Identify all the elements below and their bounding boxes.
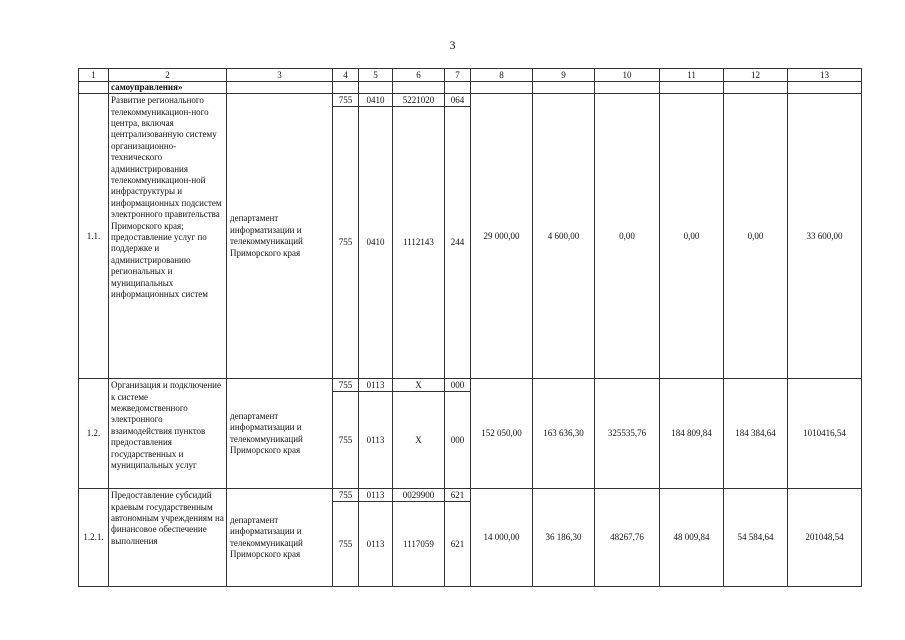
code-cell: 621 bbox=[445, 489, 471, 502]
row-department: департамент информатизации и телекоммуникаций Приморского края bbox=[227, 379, 333, 489]
header-row bbox=[79, 69, 862, 82]
column-header: 3 bbox=[227, 69, 333, 82]
value-cell: 0,00 bbox=[595, 94, 660, 379]
code-cell: 064 bbox=[445, 94, 471, 107]
code-cell: 1117059 bbox=[393, 502, 445, 587]
code-cell: 0410 bbox=[359, 107, 393, 379]
value-cell: 48267,76 bbox=[595, 489, 660, 587]
table-row bbox=[79, 94, 862, 107]
row-department: департамент информатизации и телекоммуникаций Приморского края bbox=[227, 489, 333, 587]
value-cell: 152 050,00 bbox=[471, 379, 533, 489]
code-cell: 000 bbox=[445, 379, 471, 392]
value-cell: 184 809,84 bbox=[660, 379, 724, 489]
code-cell: 0029900 bbox=[393, 489, 445, 502]
column-header: 7 bbox=[445, 69, 471, 82]
value-cell: 33 600,00 bbox=[788, 94, 862, 379]
column-header: 6 bbox=[393, 69, 445, 82]
row-number: 1.1. bbox=[79, 94, 109, 379]
code-cell: 755 bbox=[333, 489, 359, 502]
column-header: 1 bbox=[79, 69, 109, 82]
code-cell: 1112143 bbox=[393, 107, 445, 379]
column-header: 10 bbox=[595, 69, 660, 82]
value-cell: 1010416,54 bbox=[788, 379, 862, 489]
value-cell: 4 600,00 bbox=[533, 94, 595, 379]
code-cell: 755 bbox=[333, 502, 359, 587]
code-cell: 5221020 bbox=[393, 94, 445, 107]
code-cell: 755 bbox=[333, 94, 359, 107]
code-cell: 621 bbox=[445, 502, 471, 587]
column-header: 11 bbox=[660, 69, 724, 82]
column-header: 12 bbox=[724, 69, 788, 82]
value-cell: 325535,76 bbox=[595, 379, 660, 489]
column-header: 2 bbox=[109, 69, 227, 82]
code-cell: Х bbox=[393, 379, 445, 392]
code-cell: 0113 bbox=[359, 379, 393, 392]
value-cell: 0,00 bbox=[660, 94, 724, 379]
continuation-row bbox=[79, 82, 862, 94]
column-header: 5 bbox=[359, 69, 393, 82]
code-cell: 755 bbox=[333, 392, 359, 489]
row-description: Организация и подключение к системе межведомственного электронного взаимодействия пунктов предоставления государственных и муниципальных услуг bbox=[109, 379, 227, 489]
column-header: 9 bbox=[533, 69, 595, 82]
code-cell: 000 bbox=[445, 392, 471, 489]
page-number: 3 bbox=[449, 38, 456, 52]
code-cell: 0113 bbox=[359, 489, 393, 502]
row-department: департамент информатизации и телекоммуникаций Приморского края bbox=[227, 94, 333, 379]
value-cell: 201048,54 bbox=[788, 489, 862, 587]
value-cell: 0,00 bbox=[724, 94, 788, 379]
value-cell: 54 584,64 bbox=[724, 489, 788, 587]
column-header: 8 bbox=[471, 69, 533, 82]
code-cell: Х bbox=[393, 392, 445, 489]
code-cell: 755 bbox=[333, 379, 359, 392]
value-cell: 14 000,00 bbox=[471, 489, 533, 587]
row-description: Предоставление субсидий краевым государственным автономным учреждениям на финансовое обеспечение выполнения bbox=[109, 489, 227, 587]
code-cell: 0113 bbox=[359, 392, 393, 489]
row-number: 1.2.1. bbox=[79, 489, 109, 587]
column-header: 13 bbox=[788, 69, 862, 82]
value-cell: 184 384,64 bbox=[724, 379, 788, 489]
value-cell: 29 000,00 bbox=[471, 94, 533, 379]
value-cell: 48 009,84 bbox=[660, 489, 724, 587]
row-description: Развитие регионального телекоммуникацион-ного центра, включая централизованную систему организационно-технического администрирования телекоммуникацион-ной инфраструктуры и информационных подсистем электронного правительства Приморского края; предоставление услуг по поддержке и администрированию региональных и муниципальных информационных систем bbox=[109, 94, 227, 379]
code-cell: 0113 bbox=[359, 502, 393, 587]
table-row bbox=[79, 489, 862, 502]
value-cell: 163 636,30 bbox=[533, 379, 595, 489]
table-row bbox=[79, 379, 862, 392]
budget-table bbox=[78, 68, 862, 587]
continuation-text: самоуправления» bbox=[109, 82, 227, 94]
code-cell: 0410 bbox=[359, 94, 393, 107]
code-cell: 244 bbox=[445, 107, 471, 379]
column-header: 4 bbox=[333, 69, 359, 82]
value-cell: 36 186,30 bbox=[533, 489, 595, 587]
row-number: 1.2. bbox=[79, 379, 109, 489]
code-cell: 755 bbox=[333, 107, 359, 379]
